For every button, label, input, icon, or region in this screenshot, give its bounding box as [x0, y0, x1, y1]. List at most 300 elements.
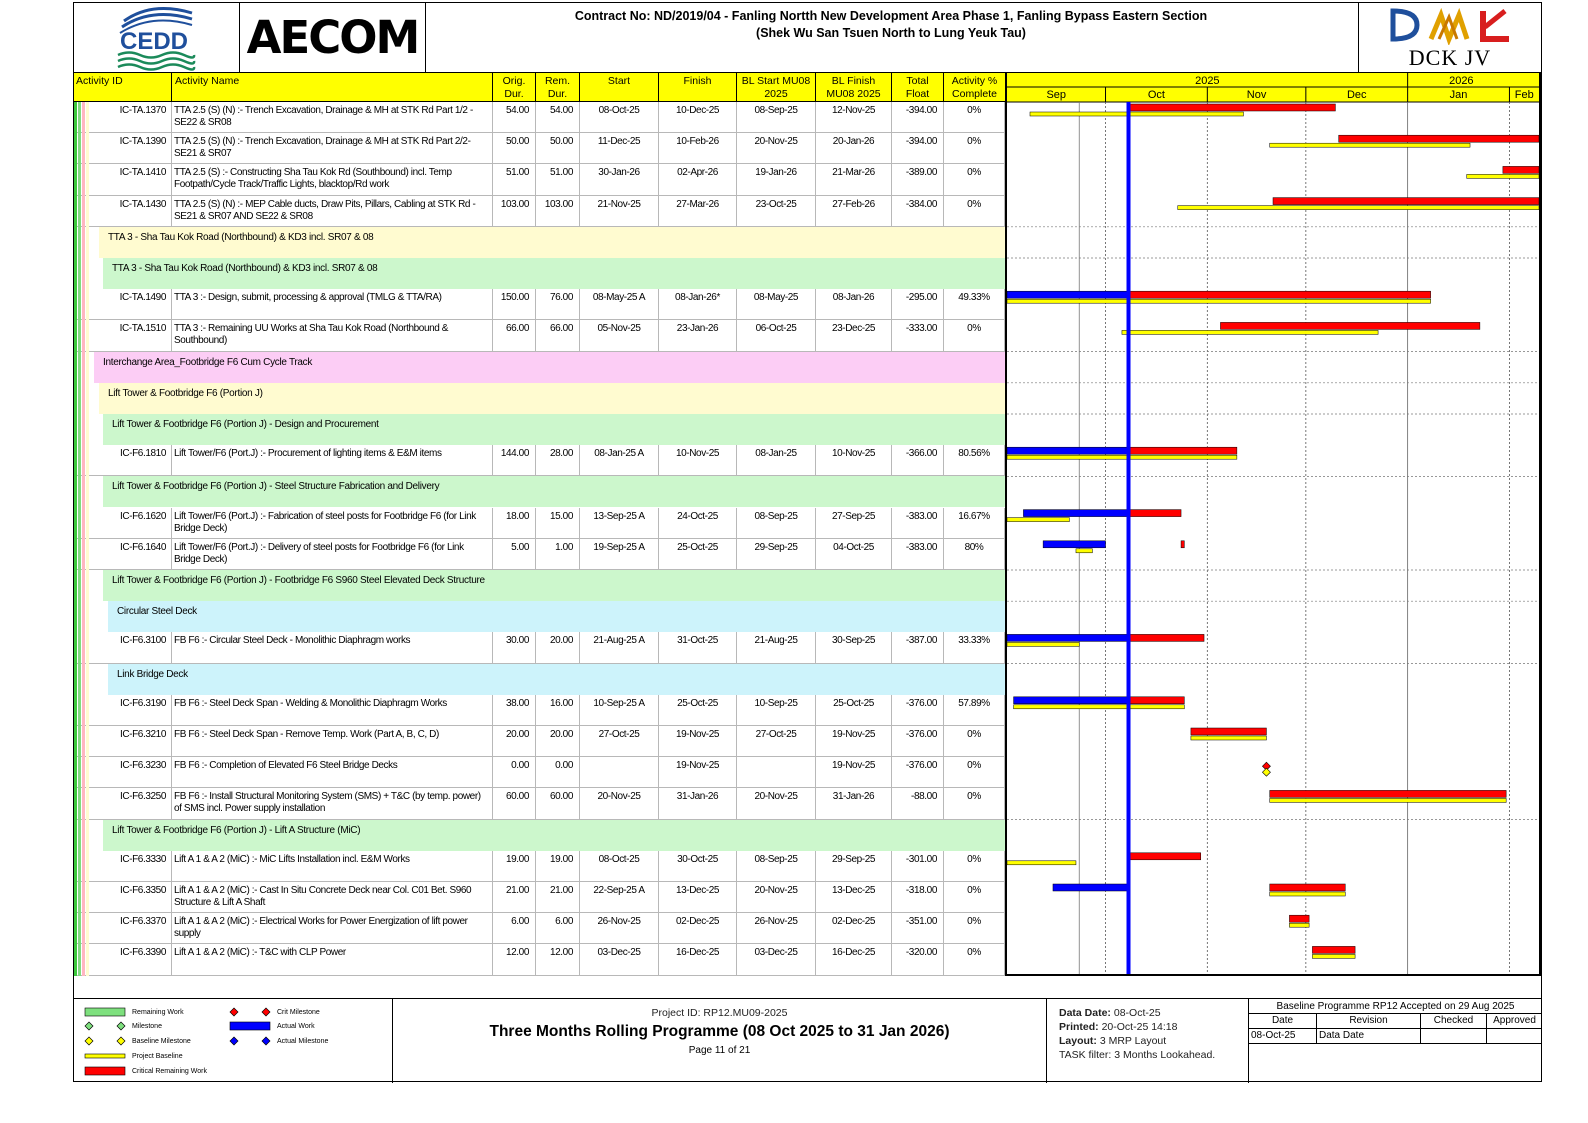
bl-start-cell: 21-Aug-25	[737, 632, 816, 663]
start-cell: 21-Nov-25	[580, 196, 659, 227]
activity-name-cell: Lift A 1 & A 2 (MiC) :- T&C with CLP Power	[172, 944, 493, 975]
bl-start-cell: 20-Nov-25	[737, 788, 816, 819]
wbs-level-stripe	[78, 601, 81, 632]
baseline-milestone-marker	[1262, 768, 1270, 776]
bl-finish-cell: 10-Nov-25	[816, 445, 892, 476]
wbs-level-stripe	[82, 196, 85, 227]
activity-row[interactable]	[74, 726, 1005, 757]
bl-finish-cell: 30-Sep-25	[816, 632, 892, 663]
rem-dur-cell: 20.00	[536, 726, 580, 757]
finish-cell: 31-Jan-26	[659, 788, 737, 819]
wbs-level-stripe	[78, 102, 81, 133]
col-activity-name[interactable]: Activity Name	[172, 73, 493, 102]
wbs-level-stripe	[78, 539, 81, 570]
wbs-level-stripe	[86, 851, 89, 882]
pct-complete-cell: 80.56%	[944, 445, 1005, 476]
total-float-cell: -88.00	[892, 788, 944, 819]
col-pct-complete[interactable]: Activity % Complete	[951, 75, 998, 100]
activity-row[interactable]	[74, 913, 1005, 944]
wbs-band-row[interactable]	[74, 383, 1005, 414]
start-cell: 26-Nov-25	[580, 913, 659, 944]
activity-table	[74, 73, 1005, 976]
activity-id-cell: IC-F6.1620	[99, 508, 172, 539]
activity-id-cell: IC-TA.1490	[99, 289, 172, 320]
activity-name-cell: FB F6 :- Install Structural Monitoring System (SMS) + T&C (by temp. power) of SMS incl. Power supply installation	[172, 788, 493, 819]
cedd-logo	[74, 3, 240, 72]
page-footer	[74, 998, 1541, 1082]
bl-start-cell: 20-Nov-25	[737, 882, 816, 913]
gantt-chart	[1005, 73, 1541, 976]
wbs-band-row[interactable]	[74, 664, 1005, 695]
activity-row[interactable]	[74, 320, 1005, 351]
finish-cell: 25-Oct-25	[659, 695, 737, 726]
wbs-level-stripe	[82, 726, 85, 757]
wbs-level-stripe	[78, 820, 81, 851]
wbs-level-stripe	[86, 757, 89, 788]
wbs-level-stripe	[86, 882, 89, 913]
activity-row[interactable]	[74, 788, 1005, 819]
milestone-diamond-icon	[84, 1021, 126, 1031]
project-baseline-bar	[1178, 206, 1539, 210]
rem-dur-cell: 6.00	[536, 913, 580, 944]
pct-complete-cell: 57.89%	[944, 695, 1005, 726]
start-cell	[580, 757, 659, 788]
legend-item	[84, 1051, 183, 1061]
wbs-level-stripe	[82, 289, 85, 320]
layout-label: Layout:	[1059, 1035, 1097, 1047]
actual-bar-icon	[229, 1021, 271, 1031]
critical-remaining-bar	[1191, 728, 1267, 735]
activity-name-cell: Lift Tower/F6 (Port.J) :- Procurement of lighting items & E&M items	[172, 445, 493, 476]
wbs-level-stripe	[78, 476, 81, 507]
project-baseline-bar	[1191, 736, 1267, 740]
wbs-level-stripe	[74, 851, 77, 882]
wbs-level-stripe	[78, 258, 81, 289]
task-filter: TASK filter: 3 Months Lookahead.	[1059, 1049, 1216, 1061]
actual-work-bar	[1053, 884, 1129, 891]
orig-dur-cell: 60.00	[493, 788, 536, 819]
bl-start-cell: 19-Jan-26	[737, 164, 816, 195]
legend-label: Baseline Milestone	[132, 1037, 191, 1045]
bl-start-cell: 20-Nov-25	[737, 133, 816, 164]
wbs-level-stripe	[78, 695, 81, 726]
actual-milestone-diamond-icon	[229, 1036, 271, 1046]
gantt-grid	[1007, 102, 1539, 974]
bl-start-cell: 08-Jan-25	[737, 445, 816, 476]
orig-dur-cell: 0.00	[493, 757, 536, 788]
bl-start-cell: 29-Sep-25	[737, 539, 816, 570]
activity-name-cell: Lift Tower/F6 (Port.J) :- Delivery of steel posts for Footbridge F6 (for Link Bridge Deck)	[172, 539, 493, 570]
total-float-cell: -383.00	[892, 508, 944, 539]
total-float-cell: -389.00	[892, 164, 944, 195]
activity-id-cell: IC-F6.1810	[99, 445, 172, 476]
footer-title-block	[393, 999, 1047, 1083]
wbs-level-stripe	[78, 882, 81, 913]
project-baseline-bar	[1270, 143, 1470, 147]
wbs-level-stripe	[86, 476, 89, 507]
start-cell: 08-May-25 A	[580, 289, 659, 320]
finish-cell: 02-Dec-25	[659, 913, 737, 944]
contract-title-line1: Contract No: ND/2019/04 - Fanling Nortth New Development Area Phase 1, Fanling Bypass Eastern Section	[574, 9, 1208, 23]
rem-dur-cell: 28.00	[536, 445, 580, 476]
bl-finish-cell: 13-Dec-25	[816, 882, 892, 913]
wbs-level-stripe	[86, 632, 89, 663]
activity-name-cell: FB F6 :- Completion of Elevated F6 Steel Bridge Decks	[172, 757, 493, 788]
month-label: Feb	[1514, 89, 1534, 101]
wbs-level-stripe	[74, 258, 77, 289]
finish-cell: 08-Jan-26*	[659, 289, 737, 320]
critical-remaining-bar	[1270, 790, 1506, 797]
wbs-level-stripe	[78, 320, 81, 351]
layout-value: 3 MRP Layout	[1099, 1035, 1167, 1047]
activity-row[interactable]	[74, 757, 1005, 788]
activity-id-cell: IC-F6.3210	[99, 726, 172, 757]
total-float-cell: -376.00	[892, 695, 944, 726]
wbs-level-stripe	[78, 133, 81, 164]
critical-remaining-bar	[1129, 697, 1185, 704]
wbs-level-stripe	[86, 726, 89, 757]
wbs-level-stripe	[86, 570, 89, 601]
wbs-level-stripe	[82, 539, 85, 570]
finish-cell: 10-Feb-26	[659, 133, 737, 164]
wbs-level-stripe	[78, 851, 81, 882]
wbs-level-stripe	[74, 664, 77, 695]
pct-complete-cell: 0%	[944, 944, 1005, 975]
aecom-logo	[240, 3, 426, 72]
bl-finish-cell: 20-Jan-26	[816, 133, 892, 164]
wbs-level-stripe	[82, 164, 85, 195]
activity-row[interactable]	[74, 632, 1005, 663]
wbs-level-stripe	[74, 726, 77, 757]
start-cell: 20-Nov-25	[580, 788, 659, 819]
bl-finish-cell: 21-Mar-26	[816, 164, 892, 195]
wbs-level-stripe	[74, 414, 77, 445]
activity-row[interactable]	[74, 133, 1005, 164]
bl-finish-cell: 23-Dec-25	[816, 320, 892, 351]
wbs-level-stripe	[74, 352, 77, 383]
pct-complete-cell: 80%	[944, 539, 1005, 570]
project-baseline-bar	[1007, 455, 1237, 459]
bl-start-cell: 08-Sep-25	[737, 508, 816, 539]
activity-id-cell: IC-F6.3370	[99, 913, 172, 944]
activity-id-cell: IC-TA.1370	[99, 102, 172, 133]
pct-complete-cell: 0%	[944, 133, 1005, 164]
wbs-level-stripe	[86, 196, 89, 227]
rev-header-checked: Checked	[1421, 1014, 1487, 1029]
orig-dur-cell: 38.00	[493, 695, 536, 726]
bl-start-cell: 27-Oct-25	[737, 726, 816, 757]
activity-row[interactable]	[74, 445, 1005, 476]
actual-work-bar	[1007, 447, 1129, 454]
pct-complete-cell: 0%	[944, 882, 1005, 913]
data-date-label: Data Date:	[1059, 1007, 1111, 1019]
activity-id-cell: IC-TA.1430	[99, 196, 172, 227]
activity-row[interactable]	[74, 164, 1005, 195]
rem-dur-cell: 51.00	[536, 164, 580, 195]
wbs-level-stripe	[82, 258, 85, 289]
wbs-band-row[interactable]	[74, 820, 1005, 851]
orig-dur-cell: 5.00	[493, 539, 536, 570]
activity-id-cell: IC-TA.1510	[99, 320, 172, 351]
bl-start-cell: 06-Oct-25	[737, 320, 816, 351]
total-float-cell: -394.00	[892, 102, 944, 133]
project-baseline-bar	[1007, 518, 1069, 522]
col-finish[interactable]: Finish	[659, 73, 737, 102]
critical-remaining-bar	[1289, 915, 1309, 922]
month-label: Dec	[1346, 89, 1367, 101]
contract-title-line2: (Shek Wu San Tsuen North to Lung Yeuk Tau)	[756, 26, 1026, 40]
wbs-band-row[interactable]	[74, 227, 1005, 258]
bl-finish-cell: 31-Jan-26	[816, 788, 892, 819]
wbs-level-stripe	[78, 445, 81, 476]
critical-remaining-bar	[1220, 322, 1479, 329]
wbs-level-stripe	[86, 352, 89, 383]
total-float-cell: -376.00	[892, 757, 944, 788]
baseline-milestone-diamond-icon	[84, 1036, 126, 1046]
start-cell: 19-Sep-25 A	[580, 539, 659, 570]
bl-finish-cell: 08-Jan-26	[816, 289, 892, 320]
orig-dur-cell: 144.00	[493, 445, 536, 476]
activity-name-cell: FB F6 :- Steel Deck Span - Welding & Monolithic Diaphragm Works	[172, 695, 493, 726]
total-float-cell: -387.00	[892, 632, 944, 663]
wbs-level-stripe	[82, 508, 85, 539]
rem-dur-cell: 12.00	[536, 944, 580, 975]
project-baseline-bar	[1289, 923, 1309, 927]
gantt-bars	[1007, 102, 1539, 974]
gantt-svg	[1007, 73, 1539, 974]
activity-row[interactable]	[74, 102, 1005, 133]
wbs-level-stripe	[86, 383, 89, 414]
bl-start-cell: 26-Nov-25	[737, 913, 816, 944]
wbs-band-row[interactable]	[74, 414, 1005, 445]
wbs-level-stripe	[86, 445, 89, 476]
wbs-level-stripe	[78, 383, 81, 414]
critical-remaining-bar	[1129, 447, 1237, 454]
wbs-level-stripe	[82, 788, 85, 819]
wbs-level-stripe	[74, 539, 77, 570]
wbs-level-stripe	[82, 133, 85, 164]
year-label: 2025	[1195, 75, 1220, 87]
bl-finish-cell: 04-Oct-25	[816, 539, 892, 570]
critical-remaining-bar	[1129, 634, 1205, 641]
wbs-level-stripe	[82, 664, 85, 695]
month-label: Sep	[1046, 89, 1067, 101]
total-float-cell: -333.00	[892, 320, 944, 351]
activity-name-cell: Lift A 1 & A 2 (MiC) :- Cast In Situ Concrete Deck near Col. C01 Bet. S960 Structure & Lift A Shaft	[172, 882, 493, 913]
finish-cell: 30-Oct-25	[659, 851, 737, 882]
activity-row[interactable]	[74, 695, 1005, 726]
activity-row[interactable]	[74, 882, 1005, 913]
activity-row[interactable]	[74, 289, 1005, 320]
schedule-sheet	[73, 2, 1542, 1082]
activity-name-cell: Lift A 1 & A 2 (MiC) :- Electrical Works for Power Energization of lift power supply	[172, 913, 493, 944]
wbs-level-stripe	[78, 664, 81, 695]
project-baseline-bar	[1312, 954, 1355, 958]
start-cell: 11-Dec-25	[580, 133, 659, 164]
wbs-level-stripe	[82, 102, 85, 133]
col-total-float[interactable]: Total Float	[892, 73, 944, 102]
activity-row[interactable]	[74, 944, 1005, 975]
wbs-level-stripe	[82, 820, 85, 851]
orig-dur-cell: 12.00	[493, 944, 536, 975]
wbs-level-stripe	[82, 695, 85, 726]
month-label: Oct	[1147, 89, 1165, 101]
wbs-level-stripe	[74, 383, 77, 414]
table-header	[74, 73, 1005, 102]
pct-complete-cell: 49.33%	[944, 289, 1005, 320]
wbs-level-stripe	[86, 320, 89, 351]
rem-dur-cell: 19.00	[536, 851, 580, 882]
col-bl-start[interactable]: BL Start MU08 2025	[737, 73, 816, 102]
rem-dur-cell: 15.00	[536, 508, 580, 539]
wbs-level-stripe	[74, 133, 77, 164]
wbs-level-stripe	[82, 944, 85, 975]
critical-remaining-bar	[1129, 853, 1201, 860]
bl-finish-cell: 19-Nov-25	[816, 757, 892, 788]
finish-cell: 24-Oct-25	[659, 508, 737, 539]
bl-finish-cell: 12-Nov-25	[816, 102, 892, 133]
wbs-level-stripe	[82, 227, 85, 258]
rem-dur-cell: 66.00	[536, 320, 580, 351]
wbs-level-stripe	[86, 227, 89, 258]
critical-remaining-bar	[1312, 946, 1355, 953]
wbs-band-row[interactable]	[74, 258, 1005, 289]
wbs-level-stripe	[78, 788, 81, 819]
wbs-level-stripe	[74, 944, 77, 975]
wbs-level-stripe	[86, 913, 89, 944]
wbs-level-stripe	[82, 383, 85, 414]
activity-id-cell: IC-F6.3390	[99, 944, 172, 975]
start-cell: 10-Sep-25 A	[580, 695, 659, 726]
bl-finish-cell: 25-Oct-25	[816, 695, 892, 726]
critical-bar-icon	[84, 1066, 126, 1076]
finish-cell: 19-Nov-25	[659, 757, 737, 788]
wbs-level-stripe	[74, 632, 77, 663]
project-baseline-bar	[1014, 705, 1185, 709]
wbs-level-stripe	[78, 289, 81, 320]
rev-date: 08-Oct-25	[1249, 1029, 1317, 1044]
wbs-band-row[interactable]	[74, 476, 1005, 507]
wbs-level-stripe	[74, 508, 77, 539]
print-info	[1047, 999, 1248, 1083]
pct-complete-cell: 0%	[944, 851, 1005, 882]
pct-complete-cell: 0%	[944, 164, 1005, 195]
activity-name-cell: TTA 2.5 (S) (N) :- Trench Excavation, Drainage & MH at STK Rd Part 1/2 - SE22 & SR08	[172, 102, 493, 133]
rev-header-approved: Approved	[1487, 1014, 1542, 1029]
activity-name-cell: FB F6 :- Steel Deck Span - Remove Temp. Work (Part A, B, C, D)	[172, 726, 493, 757]
project-baseline-bar	[1076, 549, 1092, 553]
pct-complete-cell: 0%	[944, 757, 1005, 788]
activity-row[interactable]	[74, 196, 1005, 227]
activity-name-cell: Lift A 1 & A 2 (MiC) :- MiC Lifts Installation incl. E&M Works	[172, 851, 493, 882]
critical-remaining-bar	[1273, 198, 1539, 205]
total-float-cell: -351.00	[892, 913, 944, 944]
wbs-level-stripe	[82, 445, 85, 476]
finish-cell: 23-Jan-26	[659, 320, 737, 351]
pct-complete-cell: 0%	[944, 788, 1005, 819]
activity-id-cell: IC-F6.1640	[99, 539, 172, 570]
rem-dur-cell: 76.00	[536, 289, 580, 320]
legend-label: Project Baseline	[132, 1052, 183, 1060]
wbs-level-stripe	[74, 476, 77, 507]
wbs-level-stripe	[86, 820, 89, 851]
legend-item	[229, 1036, 328, 1046]
wbs-level-stripe	[74, 227, 77, 258]
critical-remaining-bar	[1129, 510, 1182, 517]
wbs-level-stripe	[86, 289, 89, 320]
activity-name-cell: TTA 3 :- Design, submit, processing & approval (TMLG & TTA/RA)	[172, 289, 493, 320]
activity-name-cell: TTA 2.5 (S) (N) :- Trench Excavation, Drainage & MH at STK Rd Part 2/2- SE21 & SR07	[172, 133, 493, 164]
programme-title: Three Months Rolling Programme (08 Oct 2025 to 31 Jan 2026)	[489, 1023, 950, 1040]
activity-row[interactable]	[74, 539, 1005, 570]
wbs-level-stripe	[82, 632, 85, 663]
wbs-band-row[interactable]	[74, 570, 1005, 601]
project-baseline-bar	[1030, 112, 1243, 116]
wbs-level-stripe	[74, 320, 77, 351]
wbs-band-label: TTA 3 - Sha Tau Kok Road (Northbound) & KD3 incl. SR07 & 08	[99, 227, 1005, 258]
year-label: 2026	[1449, 75, 1474, 87]
col-rem-dur[interactable]: Rem. Dur.	[536, 73, 580, 102]
rev-revision: Data Date	[1317, 1029, 1421, 1044]
wbs-level-stripe	[74, 913, 77, 944]
total-float-cell: -318.00	[892, 882, 944, 913]
wbs-level-stripe	[82, 913, 85, 944]
bl-finish-cell: 27-Sep-25	[816, 508, 892, 539]
finish-cell: 19-Nov-25	[659, 726, 737, 757]
wbs-band-row[interactable]	[74, 601, 1005, 632]
col-activity-id[interactable]: Activity ID	[74, 73, 172, 102]
wbs-band-row[interactable]	[74, 352, 1005, 383]
orig-dur-cell: 103.00	[493, 196, 536, 227]
actual-work-bar	[1007, 634, 1129, 641]
wbs-level-stripe	[82, 476, 85, 507]
pct-complete-cell: 0%	[944, 726, 1005, 757]
orig-dur-cell: 51.00	[493, 164, 536, 195]
wbs-level-stripe	[78, 944, 81, 975]
activity-id-cell: IC-TA.1390	[99, 133, 172, 164]
total-float-cell: -383.00	[892, 539, 944, 570]
legend-label: Milestone	[132, 1022, 162, 1030]
activity-row[interactable]	[74, 508, 1005, 539]
wbs-level-stripe	[74, 570, 77, 601]
col-bl-finish[interactable]: BL Finish MU08 2025	[816, 73, 892, 102]
legend-label: Actual Work	[277, 1022, 315, 1030]
rem-dur-cell: 54.00	[536, 102, 580, 133]
total-float-cell: -384.00	[892, 196, 944, 227]
orig-dur-cell: 66.00	[493, 320, 536, 351]
legend-label: Critical Remaining Work	[132, 1067, 207, 1075]
total-float-cell: -394.00	[892, 133, 944, 164]
pct-complete-cell: 0%	[944, 196, 1005, 227]
bl-start-cell: 10-Sep-25	[737, 695, 816, 726]
rev-checked	[1421, 1029, 1487, 1044]
pct-complete-cell: 0%	[944, 102, 1005, 133]
critical-remaining-bar	[1129, 291, 1431, 298]
col-orig-dur[interactable]: Orig. Dur.	[493, 73, 536, 102]
wbs-level-stripe	[74, 882, 77, 913]
col-start[interactable]: Start	[580, 73, 659, 102]
activity-name-cell: Lift Tower/F6 (Port.J) :- Fabrication of steel posts for Footbridge F6 (for Link Bridge Deck)	[172, 508, 493, 539]
rem-dur-cell: 60.00	[536, 788, 580, 819]
project-baseline-bar	[1270, 892, 1346, 896]
page-header	[74, 3, 1541, 73]
remaining-bar-icon	[84, 1007, 126, 1017]
legend-label: Remaining Work	[132, 1008, 184, 1016]
activity-row[interactable]	[74, 851, 1005, 882]
wbs-level-stripe	[78, 757, 81, 788]
dck-jv-logo	[1358, 3, 1541, 72]
rem-dur-cell: 16.00	[536, 695, 580, 726]
